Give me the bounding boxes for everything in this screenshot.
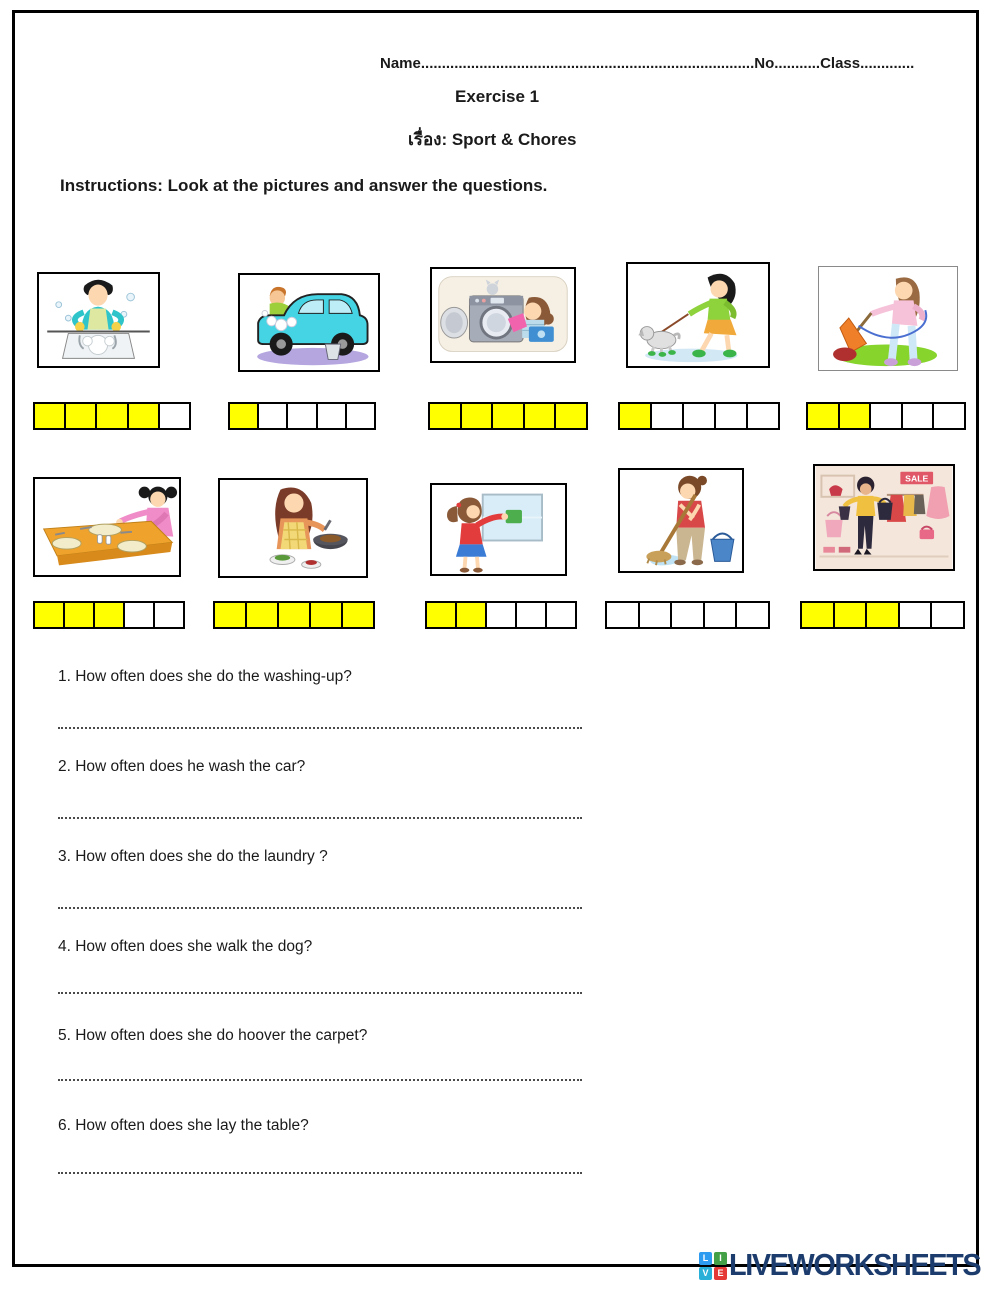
- frequency-strip-shopping: [800, 601, 965, 629]
- picture-mopping-the-floor: [618, 468, 744, 573]
- frequency-cell[interactable]: [618, 402, 652, 430]
- answer-line-3[interactable]: [58, 907, 582, 909]
- sale-sign-text: SALE: [905, 473, 929, 484]
- frequency-strip-cooking: [213, 601, 375, 629]
- frequency-cell[interactable]: [213, 601, 247, 629]
- clean-window-illustration: [432, 485, 565, 574]
- logo-letter-l: L: [699, 1252, 712, 1265]
- answer-line-6[interactable]: [58, 1172, 582, 1174]
- picture-doing-the-washing-up: [37, 272, 160, 368]
- frequency-cell[interactable]: [153, 601, 185, 629]
- question-4: 4. How often does she walk the dog?: [58, 938, 313, 955]
- frequency-strip-laundry: [428, 402, 588, 430]
- picture-hoovering-the-carpet: [818, 266, 958, 371]
- frequency-cell[interactable]: [869, 402, 903, 430]
- laundry-illustration: [432, 269, 574, 361]
- frequency-cell[interactable]: [714, 402, 748, 430]
- frequency-cell[interactable]: [286, 402, 317, 430]
- picture-doing-the-laundry: [430, 267, 576, 363]
- mop-floor-illustration: [620, 470, 742, 571]
- frequency-cell[interactable]: [309, 601, 343, 629]
- frequency-cell[interactable]: [833, 601, 868, 629]
- question-2: 2. How often does he wash the car?: [58, 758, 306, 775]
- shopping-illustration: [815, 466, 953, 569]
- frequency-cell[interactable]: [455, 601, 487, 629]
- frequency-cell[interactable]: [460, 402, 494, 430]
- frequency-strip-window: [425, 601, 577, 629]
- name-no-class-line[interactable]: Name................................................................................No...........Class.............: [380, 55, 915, 72]
- frequency-strip-washing-up: [33, 402, 191, 430]
- question-5: 5. How often does she do hoover the carpet?: [58, 1027, 368, 1044]
- exercise-title: Exercise 1: [455, 87, 540, 106]
- frequency-cell[interactable]: [650, 402, 684, 430]
- logo-letter-v: V: [699, 1267, 712, 1280]
- frequency-cell[interactable]: [428, 402, 462, 430]
- frequency-cell[interactable]: [682, 402, 716, 430]
- frequency-cell[interactable]: [806, 402, 840, 430]
- picture-cleaning-the-window: [430, 483, 567, 576]
- frequency-cell[interactable]: [345, 402, 376, 430]
- wash-car-illustration: [240, 275, 378, 370]
- answer-line-1[interactable]: [58, 727, 582, 729]
- frequency-cell[interactable]: [33, 601, 65, 629]
- frequency-strip-walk-dog: [618, 402, 780, 430]
- frequency-cell[interactable]: [523, 402, 557, 430]
- picture-walking-the-dog: [626, 262, 770, 368]
- frequency-cell[interactable]: [95, 402, 128, 430]
- frequency-cell[interactable]: [670, 601, 705, 629]
- frequency-cell[interactable]: [425, 601, 457, 629]
- frequency-cell[interactable]: [277, 601, 311, 629]
- liveworksheets-logo-icon: [699, 1252, 727, 1280]
- frequency-cell[interactable]: [901, 402, 935, 430]
- frequency-cell[interactable]: [158, 402, 191, 430]
- frequency-cell[interactable]: [703, 601, 738, 629]
- frequency-cell[interactable]: [838, 402, 872, 430]
- topic-line: เรื่อง: Sport & Chores: [408, 130, 577, 149]
- picture-washing-the-car: [238, 273, 380, 372]
- frequency-cell[interactable]: [33, 402, 66, 430]
- walk-dog-illustration: [628, 264, 768, 366]
- frequency-strip-hoover: [806, 402, 966, 430]
- frequency-strip-mop: [605, 601, 770, 629]
- question-1: 1. How often does she do the washing-up?: [58, 668, 352, 685]
- picture-cooking: [218, 478, 368, 578]
- frequency-cell[interactable]: [930, 601, 965, 629]
- frequency-cell[interactable]: [638, 601, 673, 629]
- vacuum-illustration: [819, 267, 957, 370]
- frequency-cell[interactable]: [316, 402, 347, 430]
- frequency-cell[interactable]: [898, 601, 933, 629]
- frequency-cell[interactable]: [735, 601, 770, 629]
- liveworksheets-wordmark: LIVEWORKSHEETS: [729, 1247, 981, 1282]
- frequency-cell[interactable]: [554, 402, 588, 430]
- lay-table-illustration: [35, 479, 179, 575]
- instructions-line: Instructions: Look at the pictures and answer the questions.: [60, 176, 548, 195]
- frequency-cell[interactable]: [127, 402, 160, 430]
- frequency-cell[interactable]: [63, 601, 95, 629]
- question-3: 3. How often does she do the laundry ?: [58, 848, 328, 865]
- answer-line-4[interactable]: [58, 992, 582, 994]
- answer-line-2[interactable]: [58, 817, 582, 819]
- question-6: 6. How often does she lay the table?: [58, 1117, 309, 1134]
- frequency-cell[interactable]: [64, 402, 97, 430]
- frequency-cell[interactable]: [800, 601, 835, 629]
- frequency-cell[interactable]: [257, 402, 288, 430]
- logo-letter-e: E: [714, 1267, 727, 1280]
- washing-up-illustration: [39, 274, 158, 366]
- frequency-cell[interactable]: [485, 601, 517, 629]
- frequency-strip-wash-car: [228, 402, 376, 430]
- cooking-illustration: [220, 480, 366, 576]
- frequency-cell[interactable]: [123, 601, 155, 629]
- frequency-cell[interactable]: [245, 601, 279, 629]
- frequency-cell[interactable]: [865, 601, 900, 629]
- picture-laying-the-table: [33, 477, 181, 577]
- frequency-cell[interactable]: [746, 402, 780, 430]
- frequency-cell[interactable]: [932, 402, 966, 430]
- answer-line-5[interactable]: [58, 1079, 582, 1081]
- frequency-cell[interactable]: [341, 601, 375, 629]
- frequency-cell[interactable]: [228, 402, 259, 430]
- picture-shopping: [813, 464, 955, 571]
- frequency-strip-lay-table: [33, 601, 185, 629]
- frequency-cell[interactable]: [515, 601, 547, 629]
- frequency-cell[interactable]: [605, 601, 640, 629]
- frequency-cell[interactable]: [545, 601, 577, 629]
- frequency-cell[interactable]: [491, 402, 525, 430]
- frequency-cell[interactable]: [93, 601, 125, 629]
- logo-letter-i: I: [714, 1252, 727, 1265]
